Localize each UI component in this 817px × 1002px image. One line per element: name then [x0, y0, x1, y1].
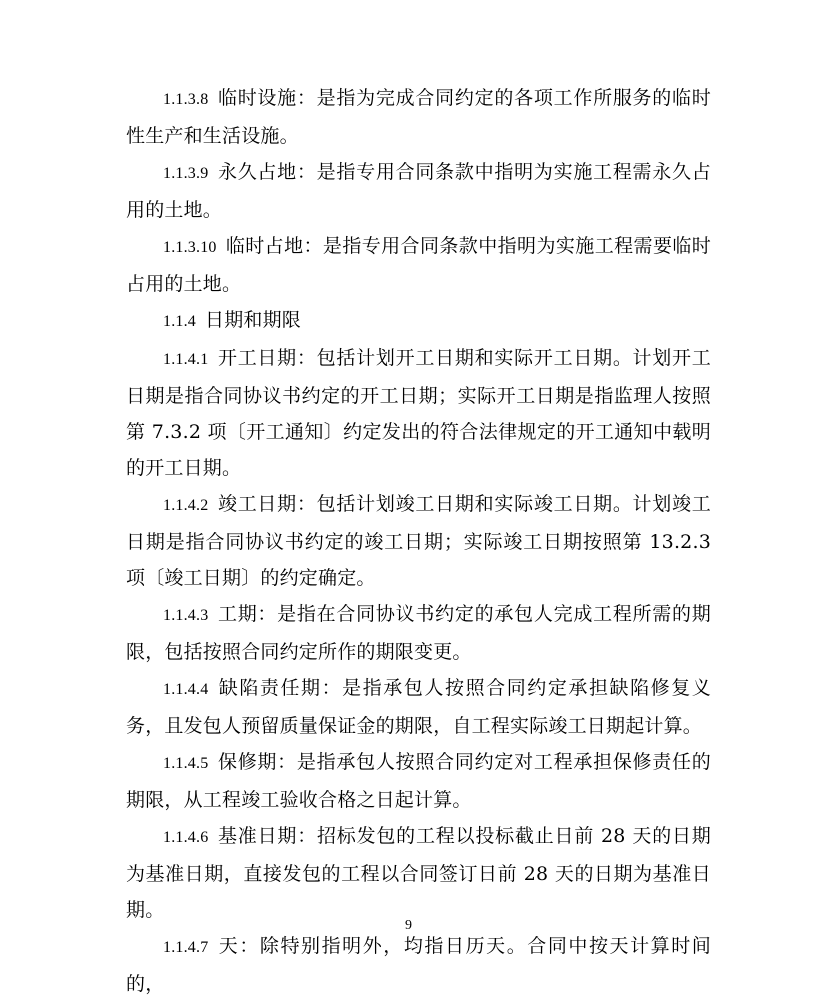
clause-number: 1.1.3.8	[163, 91, 209, 108]
clause-1-1-4-1	[126, 340, 711, 486]
clause-1-1-4-2	[126, 486, 711, 596]
clause-1-1-3-9	[126, 154, 711, 228]
document-body	[126, 80, 711, 1002]
clause-number: 1.1.4.3	[163, 607, 209, 624]
section-title: 日期和期限	[205, 309, 302, 331]
clause-text: 天：除特别指明外，均指日历天。合同中按天计算时间的，	[126, 935, 711, 995]
clause-text: 竣工日期：包括计划竣工日期和实际竣工日期。计划竣工日期是指合同协议书约定的竣工日期；实际竣工日期按照第 13.2.3 项〔竣工日期〕的约定确定。	[126, 493, 711, 589]
clause-number: 1.1.4.6	[163, 829, 209, 846]
clause-1-1-4-3	[126, 596, 711, 670]
clause-text: 保修期：是指承包人按照合同约定对工程承担保修责任的期限，从工程竣工验收合格之日起计算。	[126, 751, 711, 811]
clause-number: 1.1.3.10	[163, 239, 217, 256]
clause-number: 1.1.4.2	[163, 497, 209, 514]
clause-text: 临时设施：是指为完成合同约定的各项工作所服务的临时性生产和生活设施。	[126, 87, 711, 147]
clause-text: 临时占地：是指专用合同条款中指明为实施工程需要临时占用的土地。	[126, 235, 711, 295]
clause-text: 工期：是指在合同协议书约定的承包人完成工程所需的期限，包括按照合同约定所作的期限变更。	[126, 603, 711, 663]
clause-1-1-3-10	[126, 228, 711, 302]
clause-1-1-4-5	[126, 744, 711, 818]
page-number: 9	[405, 918, 412, 933]
section-heading-1-1-4	[126, 302, 711, 340]
clause-text: 永久占地：是指专用合同条款中指明为实施工程需永久占用的土地。	[126, 161, 711, 221]
section-number: 1.1.4	[163, 313, 196, 330]
clause-number: 1.1.3.9	[163, 165, 209, 182]
clause-1-1-4-4	[126, 670, 711, 744]
clause-text: 开工日期：包括计划开工日期和实际开工日期。计划开工日期是指合同协议书约定的开工日期；实际开工日期是指监理人按照第 7.3.2 项〔开工通知〕约定发出的符合法律规定的开工通知中载明的开工日期。	[126, 347, 711, 479]
clause-text: 基准日期：招标发包的工程以投标截止日前 28 天的日期为基准日期，直接发包的工程以合同签订日前 28 天的日期为基准日期。	[126, 825, 711, 921]
clause-1-1-3-8	[126, 80, 711, 154]
clause-number: 1.1.4.5	[163, 755, 209, 772]
clause-number: 1.1.4.7	[163, 939, 209, 956]
clause-number: 1.1.4.1	[163, 351, 209, 368]
clause-text: 缺陷责任期：是指承包人按照合同约定承担缺陷修复义务，且发包人预留质量保证金的期限，自工程实际竣工日期起计算。	[126, 677, 711, 737]
clause-number: 1.1.4.4	[163, 681, 209, 698]
clause-1-1-4-7	[126, 928, 711, 1002]
clause-1-1-4-6	[126, 818, 711, 928]
